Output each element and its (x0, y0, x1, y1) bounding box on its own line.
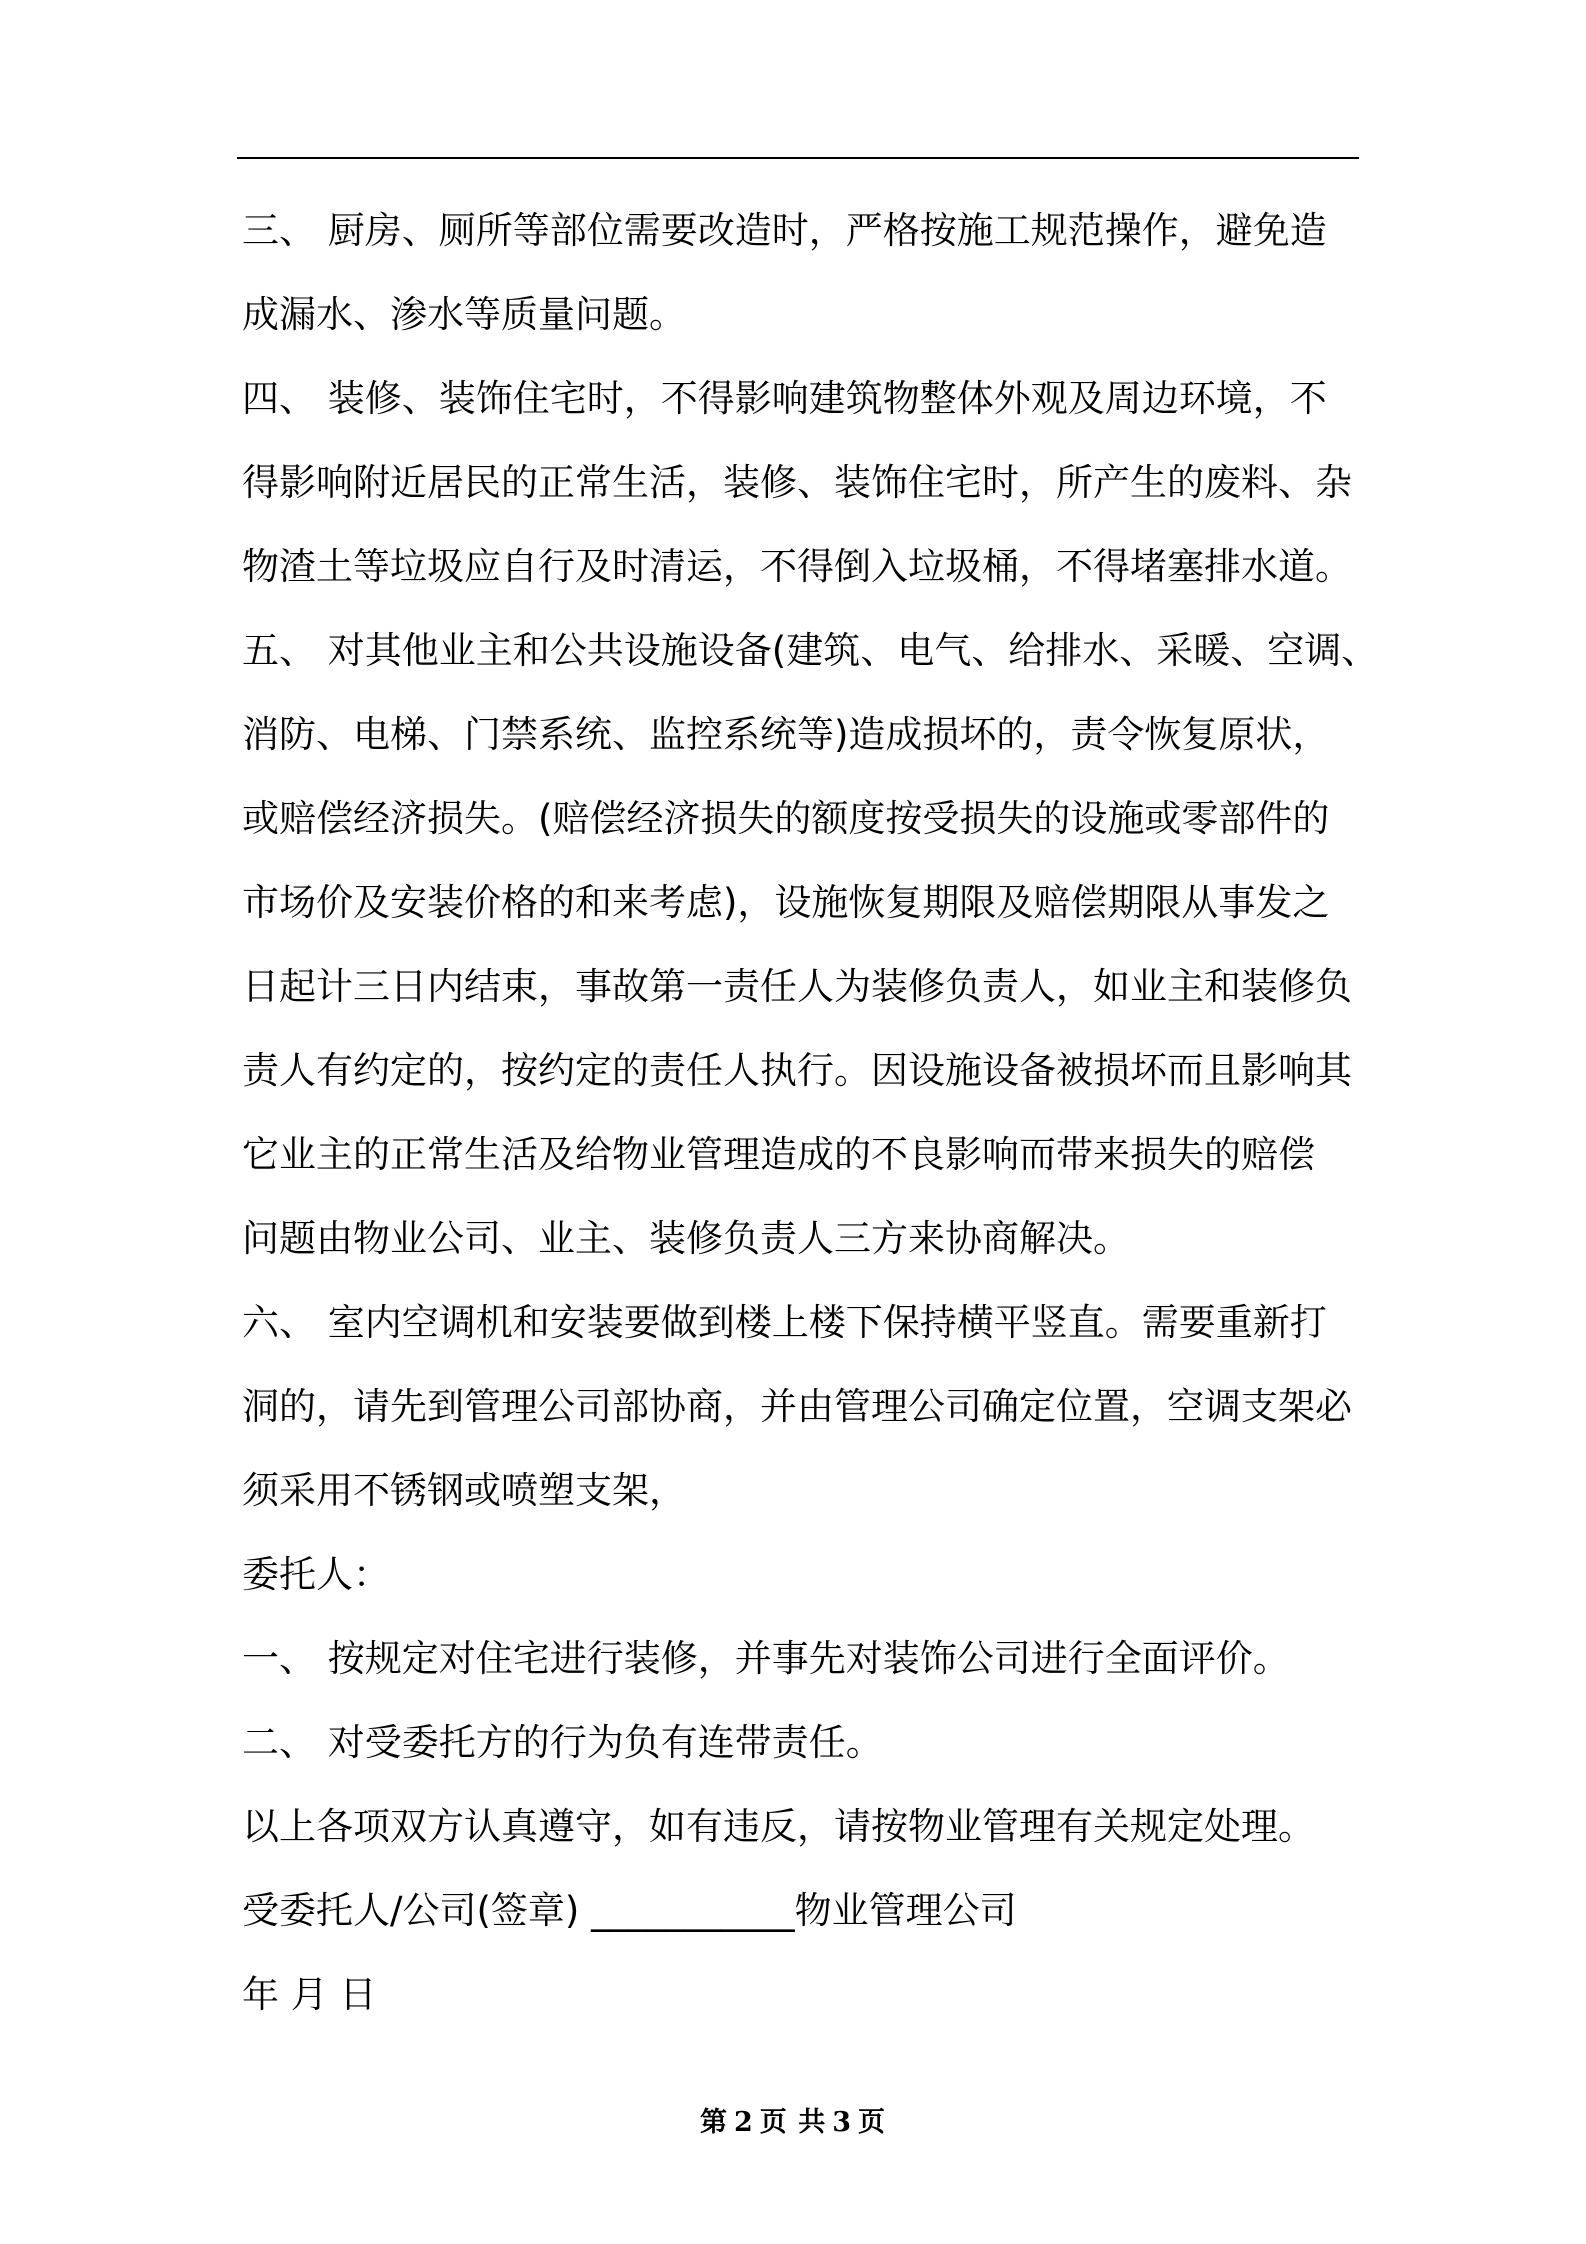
page-total: 3 (832, 2107, 852, 2138)
text-line: 日起计三日内结束，事故第一责任人为装修负责人，如业主和装修负 (242, 965, 1352, 1008)
footer-middle: 页 共 (759, 2107, 827, 2138)
text-line: 消防、电梯、门禁系统、监控系统等)造成损坏的，责令恢复原状， (242, 713, 1330, 756)
header-rule (237, 157, 1359, 159)
text-line: 三、 厨房、厕所等部位需要改造时，严格按施工规范操作，避免造 (242, 209, 1327, 252)
text-line: 委托人： (242, 1553, 390, 1596)
text-line: 它业主的正常生活及给物业管理造成的不良影响而带来损失的赔偿 (242, 1133, 1315, 1176)
text-line: 洞的，请先到管理公司部协商，并由管理公司确定位置，空调支架必 (242, 1385, 1352, 1428)
text-line: 责人有约定的，按约定的责任人执行。因设施设备被损坏而且影响其 (242, 1049, 1352, 1092)
text-line: 得影响附近居民的正常生活，装修、装饰住宅时，所产生的废料、杂 (242, 461, 1352, 504)
text-line: 四、 装修、装饰住宅时，不得影响建筑物整体外观及周边环境，不 (242, 377, 1327, 420)
text-line: 物渣土等垃圾应自行及时清运，不得倒入垃圾桶，不得堵塞排水道。 (242, 545, 1352, 588)
date-line: 年 月 日 (242, 1973, 377, 2016)
text-line: 一、 按规定对住宅进行装修，并事先对装饰公司进行全面评价。 (242, 1637, 1290, 1680)
page-number: 2 (734, 2107, 754, 2138)
text-line: 须采用不锈钢或喷塑支架， (242, 1469, 686, 1512)
text-line: 成漏水、渗水等质量问题。 (242, 293, 686, 336)
text-line: 市场价及安装价格的和来考虑)，设施恢复期限及赔偿期限从事发之 (242, 881, 1330, 924)
signature-line: 受委托人/公司(签章) ___________物业管理公司 (242, 1889, 1017, 1932)
text-line: 二、 对受委托方的行为负有连带责任。 (242, 1721, 883, 1764)
text-line: 六、 室内空调机和安装要做到楼上楼下保持横平竖直。需要重新打 (242, 1301, 1327, 1344)
footer-suffix: 页 (858, 2107, 886, 2138)
page-footer (0, 2100, 1586, 2139)
text-line: 问题由物业公司、业主、装修负责人三方来协商解决。 (242, 1217, 1130, 1260)
text-line: 或赔偿经济损失。(赔偿经济损失的额度按受损失的设施或零部件的 (242, 797, 1330, 840)
text-line: 以上各项双方认真遵守，如有违反，请按物业管理有关规定处理。 (242, 1805, 1315, 1848)
footer-prefix: 第 (700, 2107, 728, 2138)
document-body (242, 198, 1379, 2046)
text-line: 五、 对其他业主和公共设施设备(建筑、电气、给排水、采暖、空调、 (242, 629, 1379, 672)
